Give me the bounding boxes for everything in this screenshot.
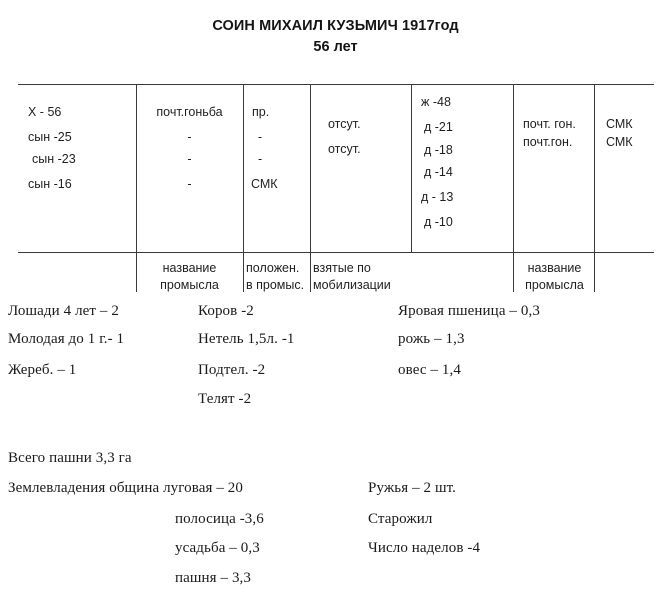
column-divider-4 — [411, 84, 412, 252]
misc-1: Старожил — [368, 511, 433, 527]
livestock-cattle-1: Нетель 1,5л. -1 — [198, 331, 295, 347]
cell-position-1: - — [258, 130, 263, 144]
livestock-horses-0: Лошади 4 лет – 2 — [8, 303, 119, 319]
column-divider-2 — [243, 84, 244, 252]
column-divider-3 — [310, 84, 311, 252]
footer-label-trade2-line2: промысла — [525, 277, 584, 292]
cell-trade-2: - — [187, 152, 192, 166]
livestock-cattle-0: Коров -2 — [198, 303, 254, 319]
cell-ages-3: д -14 — [424, 165, 453, 179]
land-detail-0: полосица -3,6 — [175, 511, 264, 527]
cell-trade-3: - — [187, 177, 192, 191]
footer-label-position-line1: положен. — [246, 261, 300, 275]
crop-2: овес – 1,4 — [398, 362, 461, 378]
cell-household-3: сын -16 — [28, 177, 72, 191]
footer-label-mobilization-line2: мобилизации — [313, 277, 391, 292]
misc-2: Число наделов -4 — [368, 540, 481, 556]
misc-0: Ружья – 2 шт. — [368, 480, 457, 496]
cell-trade-1: - — [187, 130, 192, 144]
cell-trade-0: почт.гоньба — [156, 105, 223, 119]
cell-smk-0: СМК — [606, 117, 633, 131]
cell-ages-0: ж -48 — [421, 95, 451, 109]
footer-label-trade-line1: название — [162, 261, 217, 275]
livestock-cattle-2: Подтел. -2 — [198, 362, 266, 378]
cell-ages-1: д -21 — [424, 120, 453, 134]
title-age-line: 56 лет — [313, 39, 358, 55]
footer-label-mobilization — [313, 260, 473, 294]
cell-position-0: пр. — [252, 105, 270, 119]
crop-1: рожь – 1,3 — [398, 331, 465, 347]
table-top-border — [18, 84, 654, 85]
cell-ages-4: д - 13 — [421, 190, 454, 204]
livestock-horses-2: Жереб. – 1 — [8, 362, 77, 378]
page-title — [0, 18, 671, 55]
cell-trade2-1: почт.гон. — [523, 135, 573, 149]
land-total-arable: Всего пашни 3,3 га — [8, 450, 132, 466]
footer-label-position-line2: в промыс. — [246, 277, 305, 292]
land-ownership: Землевладения община луговая – 20 — [8, 480, 243, 496]
footer-divider-3 — [310, 252, 311, 292]
footer-label-mobilization-line1: взятые по — [313, 261, 371, 275]
cell-trade2-0: почт. гон. — [523, 117, 576, 131]
cell-smk-1: СМК — [606, 135, 633, 149]
footer-label-trade2-line1: название — [527, 261, 582, 275]
footer-label-position — [246, 260, 310, 294]
footer-divider-2 — [243, 252, 244, 292]
cell-household-0: X - 56 — [28, 105, 62, 119]
table-footer-separator — [18, 252, 654, 253]
cell-ages-5: д -10 — [424, 215, 453, 229]
footer-label-trade-line2: промысла — [160, 277, 219, 292]
land-detail-1: усадьба – 0,3 — [175, 540, 260, 556]
land-detail-2: пашня – 3,3 — [175, 570, 252, 586]
footer-divider-4 — [513, 252, 514, 292]
livestock-cattle-3: Телят -2 — [198, 391, 252, 407]
cell-position-3: СМК — [251, 177, 278, 191]
footer-label-trade — [136, 260, 243, 294]
cell-position-2: - — [258, 152, 263, 166]
cell-ages-2: д -18 — [424, 143, 453, 157]
cell-mobilization-1: отсут. — [328, 142, 361, 156]
livestock-horses-1: Молодая до 1 г.- 1 — [8, 331, 125, 347]
cell-household-1: сын -25 — [28, 130, 72, 144]
footer-divider-5 — [594, 252, 595, 292]
title-name-line: СОИН МИХАИЛ КУЗЬМИЧ 1917год — [212, 18, 459, 34]
footer-label-trade2 — [515, 260, 594, 294]
crop-0: Яровая пшеница – 0,3 — [398, 303, 540, 319]
column-divider-6 — [594, 84, 595, 252]
column-divider-5 — [513, 84, 514, 252]
census-table — [18, 84, 654, 292]
cell-mobilization-0: отсут. — [328, 117, 361, 131]
cell-household-2: сын -23 — [32, 152, 76, 166]
